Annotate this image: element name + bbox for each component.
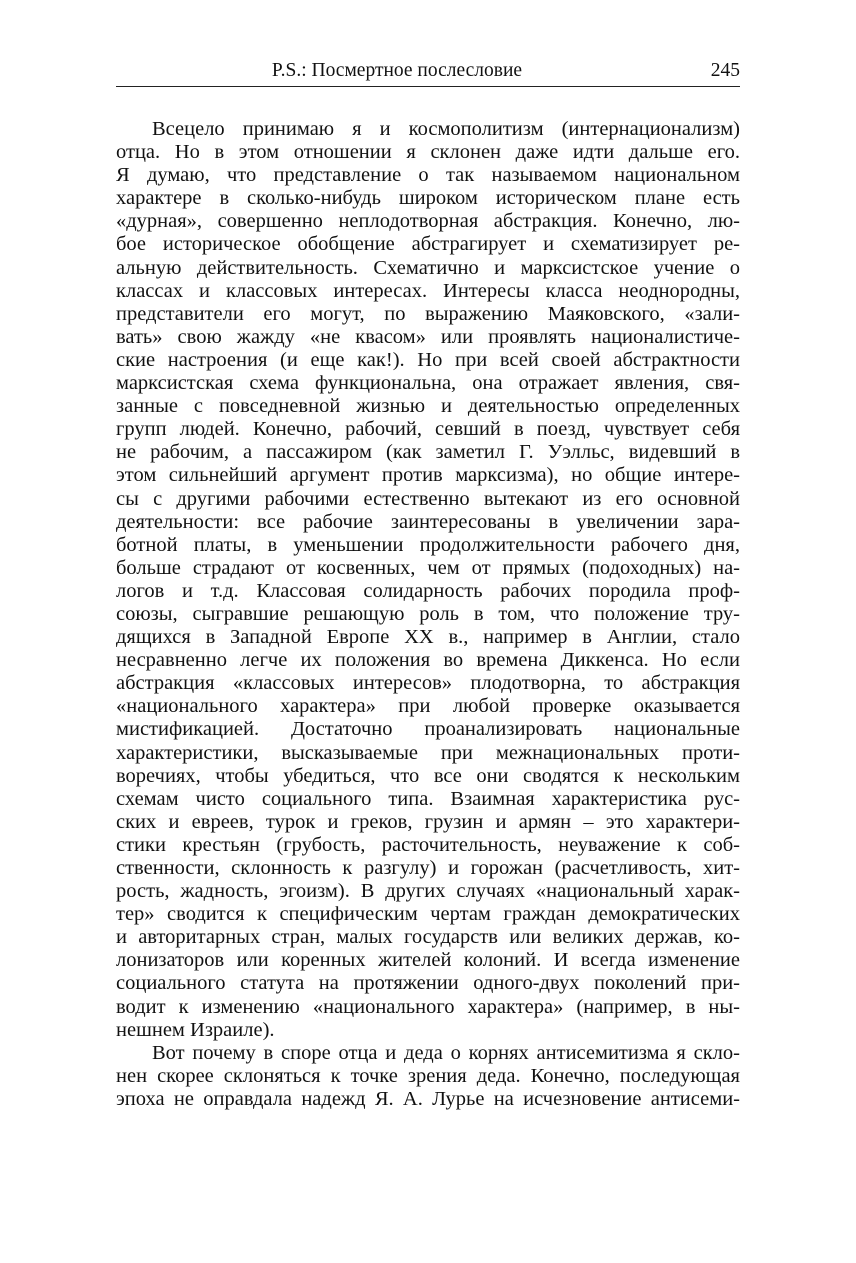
text-line: альную действительность. Схематично и марксистское учение о bbox=[116, 256, 740, 279]
text-line: занные с повседневной жизнью и деятельностью определенных bbox=[116, 395, 740, 418]
text-line: несравненно легче их положения во времена Диккенса. Но если bbox=[116, 649, 740, 672]
text-line: лонизаторов или коренных жителей колоний. И всегда изменение bbox=[116, 949, 740, 972]
text-line: «национального характера» при любой проверке оказывается bbox=[116, 695, 740, 718]
text-line: союзы, сыгравшие решающую роль в том, что положение тру- bbox=[116, 602, 740, 625]
page-number: 245 bbox=[710, 60, 740, 81]
text-line: мистификацией. Достаточно проанализировать национальные bbox=[116, 718, 740, 741]
text-line: нешнем Израиле). bbox=[116, 1018, 275, 1041]
text-line: бое историческое обобщение абстрагирует и схематизирует ре- bbox=[116, 233, 740, 256]
text-line: воречиях, чтобы убедиться, что все они сводятся к нескольким bbox=[116, 764, 740, 787]
header-title: P.S.: Посмертное послесловие bbox=[271, 60, 523, 81]
text-line: Вот почему в споре отца и деда о корнях антисемитизма я скло- bbox=[152, 1041, 740, 1064]
text-line: групп людей. Конечно, рабочий, севший в поезд, чувствует себя bbox=[116, 418, 740, 441]
text-line: ботной платы, в уменьшении продолжительности рабочего дня, bbox=[116, 533, 740, 556]
text-line: не рабочим, а пассажиром (как заметил Г. Уэлльс, видевший в bbox=[116, 441, 740, 464]
text-line: вать» свою жажду «не квасом» или проявлять националистиче- bbox=[116, 325, 740, 348]
text-line: социального статута на протяжении одного-двух поколений при- bbox=[116, 972, 740, 995]
text-line: характере в сколько-нибудь широком историческом плане есть bbox=[116, 187, 740, 210]
text-line: стики крестьян (грубость, расточительность, неуважение к соб- bbox=[116, 833, 740, 856]
text-line: сы с другими рабочими естественно вытекают из его основной bbox=[116, 487, 740, 510]
running-header bbox=[116, 56, 740, 87]
text-line: классах и классовых интересах. Интересы класса неоднородны, bbox=[116, 279, 740, 302]
text-line: больше страдают от косвенных, чем от прямых (подоходных) на- bbox=[116, 556, 740, 579]
text-line: характеристики, высказываемые при межнациональных проти- bbox=[116, 741, 740, 764]
paragraph bbox=[116, 1042, 740, 1111]
text-line: марксистская схема функциональна, она отражает явления, свя- bbox=[116, 372, 740, 395]
body-text bbox=[116, 118, 740, 1111]
text-line: водит к изменению «национального характера» (например, в ны- bbox=[116, 995, 740, 1018]
text-line: этом сильнейший аргумент против марксизма), но общие интере- bbox=[116, 464, 740, 487]
text-line: логов и т.д. Классовая солидарность рабочих породила проф- bbox=[116, 579, 740, 602]
text-line: Всецело принимаю я и космополитизм (интернационализм) bbox=[152, 118, 740, 140]
text-line: отца. Но в этом отношении я склонен даже идти дальше его. bbox=[116, 141, 740, 164]
text-line: рость, жадность, эгоизм). В других случаях «национальный харак- bbox=[116, 880, 740, 903]
text-line: и авторитарных стран, малых государств или великих держав, ко- bbox=[116, 926, 740, 949]
text-line: схемам чисто социального типа. Взаимная характеристика рус- bbox=[116, 787, 740, 810]
text-line: Я думаю, что представление о так называемом национальном bbox=[116, 164, 740, 187]
text-line: ские настроения (и еще как!). Но при всей своей абстрактности bbox=[116, 348, 740, 371]
text-line: «дурная», совершенно неплодотворная абстракция. Конечно, лю- bbox=[116, 210, 740, 233]
text-line: тер» сводится к специфическим чертам граждан демократических bbox=[116, 903, 740, 926]
text-line: нен скорее склоняться к точке зрения деда. Конечно, последующая bbox=[116, 1064, 740, 1087]
text-line: деятельности: все рабочие заинтересованы в увеличении зара- bbox=[116, 510, 740, 533]
text-line: ственности, склонность к разгулу) и горожан (расчетливость, хит- bbox=[116, 857, 740, 879]
text-line: абстракция «классовых интересов» плодотворна, то абстракция bbox=[116, 672, 740, 695]
paragraph bbox=[116, 118, 740, 1042]
text-line: эпоха не оправдала надежд Я. А. Лурье на исчезновение антисеми- bbox=[116, 1087, 740, 1110]
book-page bbox=[116, 0, 740, 1263]
text-line: ских и евреев, турок и греков, грузин и армян – это характери- bbox=[116, 810, 740, 833]
text-line: представители его могут, по выражению Маяковского, «зали- bbox=[116, 302, 740, 325]
text-line: дящихся в Западной Европе XX в., например в Англии, стало bbox=[116, 626, 740, 649]
